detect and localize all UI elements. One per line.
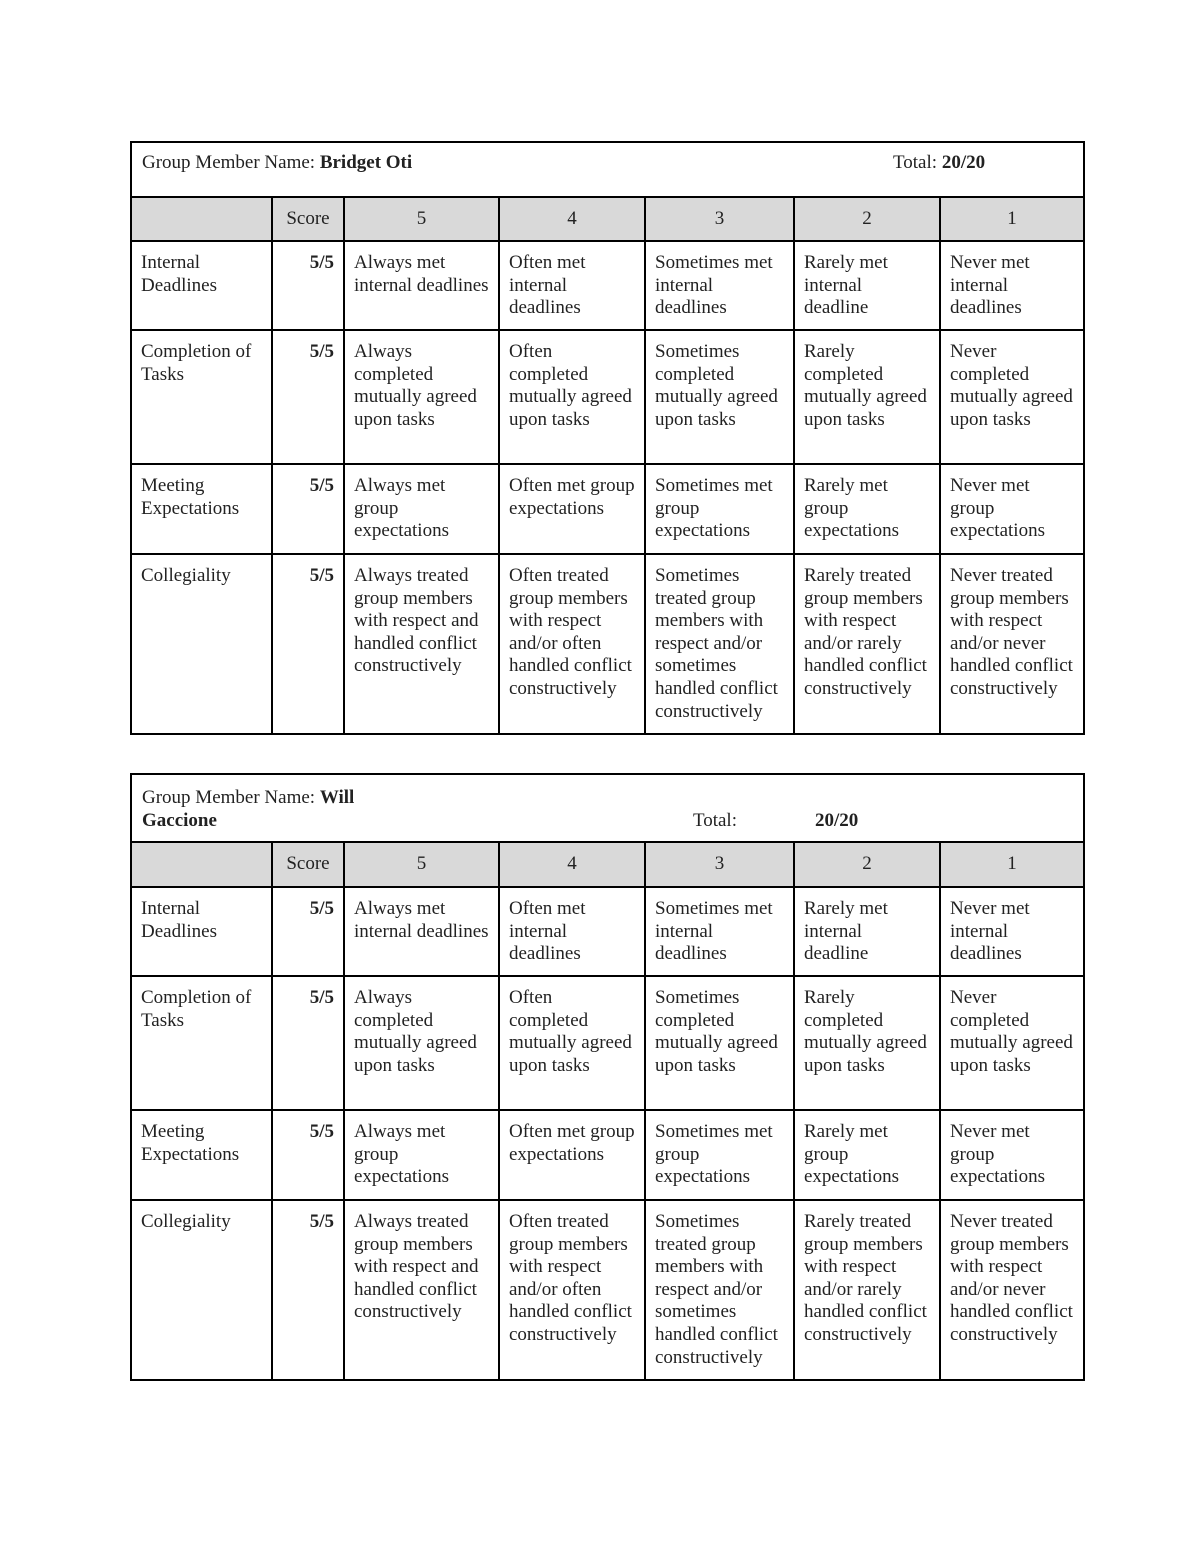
level-description: Often met group expectations <box>499 464 645 554</box>
criterion-score: 5/5 <box>272 887 344 976</box>
criterion-score: 5/5 <box>272 554 344 734</box>
table-row <box>131 464 1084 554</box>
header-score: Score <box>272 197 344 241</box>
level-description: Often treated group members with respect and/or often handled conflict constructively <box>499 1200 645 1380</box>
level-description: Sometimes completed mutually agreed upon tasks <box>645 330 794 464</box>
level-description: Always completed mutually agreed upon tasks <box>344 330 499 464</box>
level-description: Always treated group members with respect and handled conflict constructively <box>344 554 499 734</box>
table-header-row <box>131 842 1084 887</box>
header-level-3: 3 <box>645 197 794 241</box>
level-description: Rarely completed mutually agreed upon tasks <box>794 976 940 1110</box>
level-description: Often completed mutually agreed upon tasks <box>499 330 645 464</box>
header-score: Score <box>272 842 344 887</box>
table-row <box>131 1200 1084 1380</box>
member-total: 20/20 <box>814 809 859 831</box>
header-level-1: 1 <box>940 842 1084 887</box>
level-description: Sometimes met group expectations <box>645 464 794 554</box>
level-description: Rarely met group expectations <box>794 1110 940 1200</box>
table-row <box>131 976 1084 1110</box>
level-description: Always completed mutually agreed upon tasks <box>344 976 499 1110</box>
level-description: Always treated group members with respect and handled conflict constructively <box>344 1200 499 1380</box>
member-name: Group Member Name: Bridget Oti <box>142 152 413 173</box>
criterion-score: 5/5 <box>272 241 344 330</box>
level-description: Rarely met group expectations <box>794 464 940 554</box>
rubric-table-will <box>130 773 1085 1381</box>
header-level-4: 4 <box>499 842 645 887</box>
level-description: Never completed mutually agreed upon tasks <box>940 976 1084 1110</box>
criterion-score: 5/5 <box>272 464 344 554</box>
table-row <box>131 554 1084 734</box>
level-description: Sometimes met group expectations <box>645 1110 794 1200</box>
table-header-row <box>131 197 1084 241</box>
level-description: Never met internal deadlines <box>940 241 1084 330</box>
level-description: Always met group expectations <box>344 464 499 554</box>
level-description: Often met group expectations <box>499 1110 645 1200</box>
level-description: Rarely treated group members with respect and/or rarely handled conflict constructively <box>794 554 940 734</box>
criterion-name: Meeting Expectations <box>131 1110 272 1200</box>
criterion-name: Internal Deadlines <box>131 241 272 330</box>
level-description: Never met group expectations <box>940 464 1084 554</box>
level-description: Sometimes met internal deadlines <box>645 887 794 976</box>
header-level-3: 3 <box>645 842 794 887</box>
level-description: Never treated group members with respect and/or never handled conflict constructively <box>940 1200 1084 1380</box>
rubric-table-bridget <box>130 141 1085 735</box>
level-description: Often met internal deadlines <box>499 887 645 976</box>
level-description: Never completed mutually agreed upon tasks <box>940 330 1084 464</box>
level-description: Often completed mutually agreed upon tasks <box>499 976 645 1110</box>
level-description: Never met group expectations <box>940 1110 1084 1200</box>
header-criterion-blank <box>131 842 272 887</box>
criterion-score: 5/5 <box>272 1200 344 1380</box>
level-description: Always met group expectations <box>344 1110 499 1200</box>
level-description: Rarely treated group members with respect and/or rarely handled conflict constructively <box>794 1200 940 1380</box>
header-criterion-blank <box>131 197 272 241</box>
member-total-label: Total: <box>692 809 737 831</box>
level-description: Never met internal deadlines <box>940 887 1084 976</box>
header-level-5: 5 <box>344 842 499 887</box>
criterion-name: Meeting Expectations <box>131 464 272 554</box>
level-description: Sometimes completed mutually agreed upon tasks <box>645 976 794 1110</box>
level-description: Rarely met internal deadline <box>794 887 940 976</box>
level-description: Always met internal deadlines <box>344 241 499 330</box>
level-description: Often treated group members with respect and/or often handled conflict constructively <box>499 554 645 734</box>
table-row <box>131 241 1084 330</box>
criterion-name: Internal Deadlines <box>131 887 272 976</box>
level-description: Sometimes treated group members with respect and/or sometimes handled conflict constructively <box>645 1200 794 1380</box>
table-row <box>131 330 1084 464</box>
criterion-score: 5/5 <box>272 1110 344 1200</box>
criterion-name: Collegiality <box>131 1200 272 1380</box>
criterion-name: Completion of Tasks <box>131 976 272 1110</box>
member-name: Group Member Name: Will <box>142 787 355 808</box>
level-description: Sometimes met internal deadlines <box>645 241 794 330</box>
level-description: Always met internal deadlines <box>344 887 499 976</box>
member-total: Total: 20/20 <box>893 152 986 173</box>
level-description: Sometimes treated group members with respect and/or sometimes handled conflict constructively <box>645 554 794 734</box>
header-level-2: 2 <box>794 842 940 887</box>
level-description: Rarely completed mutually agreed upon tasks <box>794 330 940 464</box>
criterion-name: Collegiality <box>131 554 272 734</box>
header-level-1: 1 <box>940 197 1084 241</box>
table-row <box>131 1110 1084 1200</box>
level-description: Often met internal deadlines <box>499 241 645 330</box>
member-name-continued: Gaccione <box>142 809 217 831</box>
header-level-2: 2 <box>794 197 940 241</box>
criterion-score: 5/5 <box>272 976 344 1110</box>
table-row <box>131 887 1084 976</box>
level-description: Rarely met internal deadline <box>794 241 940 330</box>
header-level-5: 5 <box>344 197 499 241</box>
member-header <box>131 142 1084 197</box>
header-level-4: 4 <box>499 197 645 241</box>
level-description: Never treated group members with respect and/or never handled conflict constructively <box>940 554 1084 734</box>
criterion-score: 5/5 <box>272 330 344 464</box>
member-header <box>131 774 1084 842</box>
criterion-name: Completion of Tasks <box>131 330 272 464</box>
